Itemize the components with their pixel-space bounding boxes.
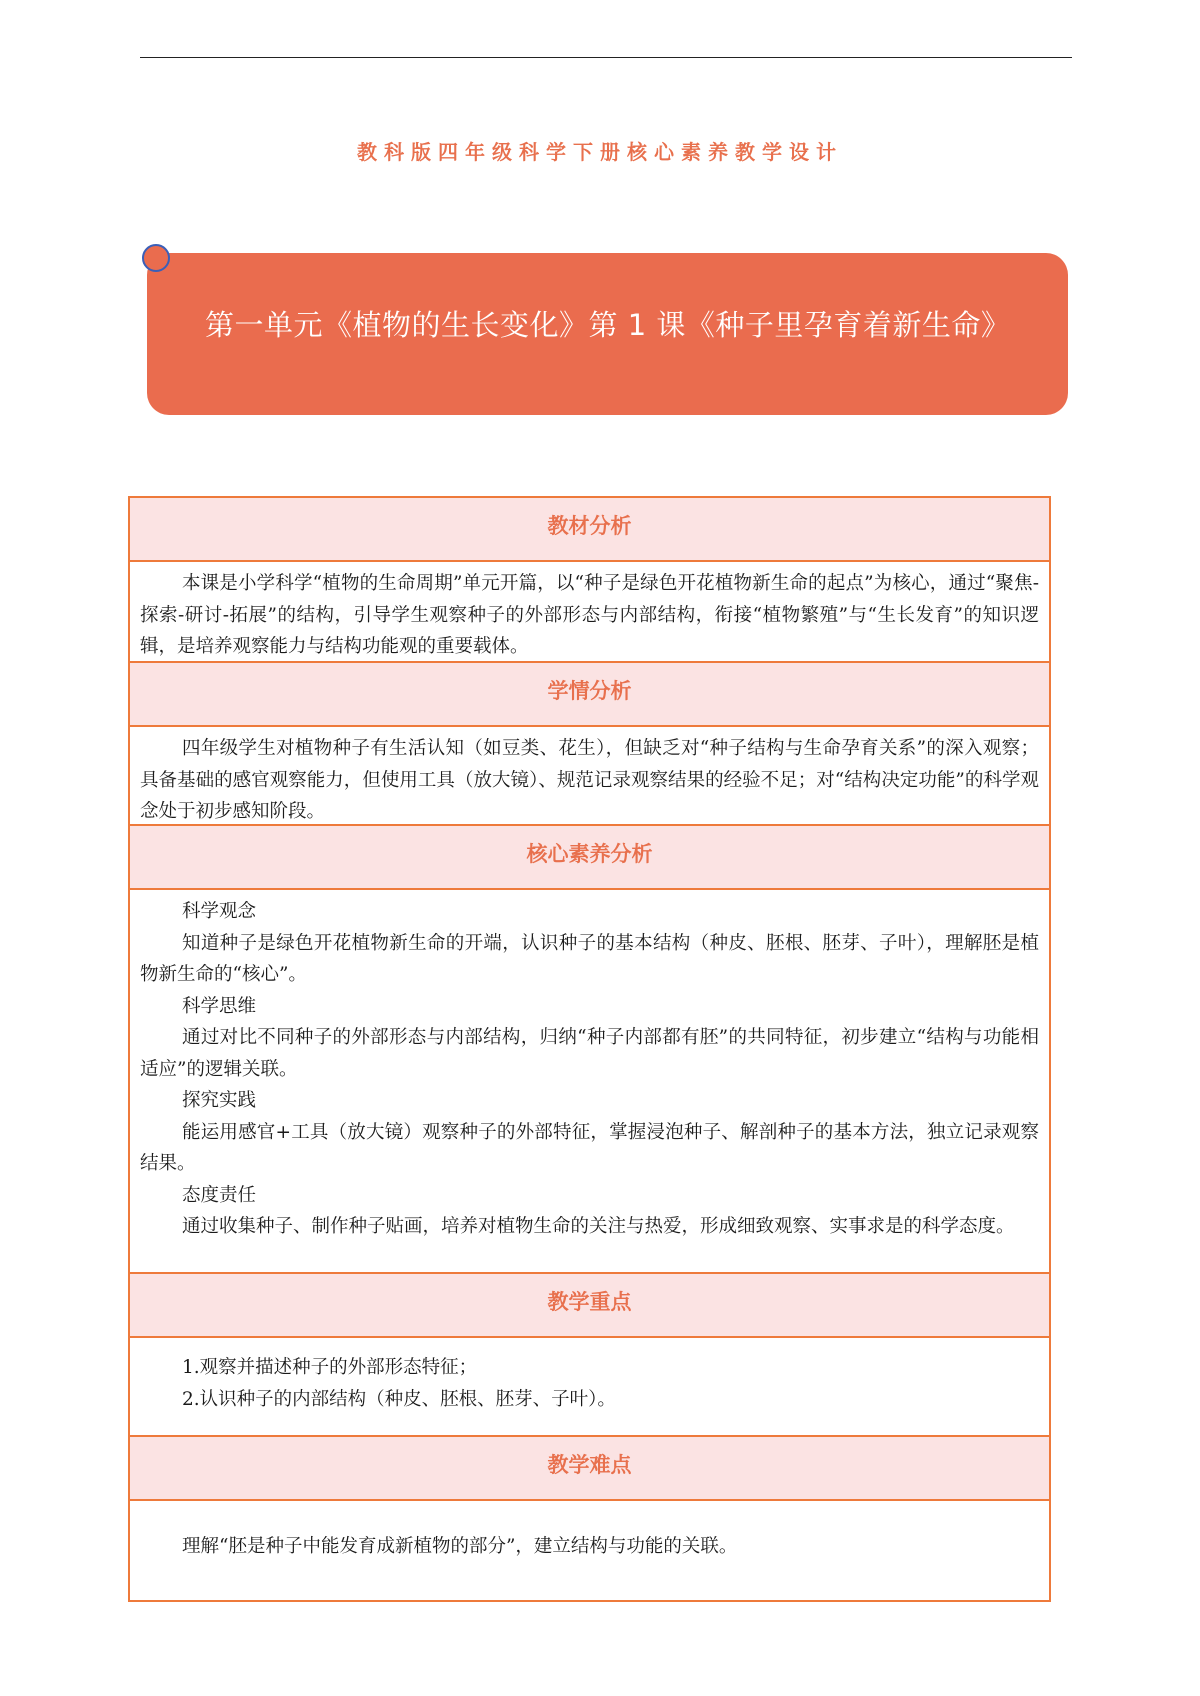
- section-heading-literacy: 核心素养分析: [130, 826, 1049, 890]
- section-body-key-points: [130, 1338, 1049, 1437]
- lesson-title: 第一单元《植物的生长变化》第 1 课《种子里孕育着新生命》: [205, 308, 1011, 342]
- literacy-item-title: 科学思维: [182, 995, 257, 1017]
- section-heading-students: 学情分析: [130, 663, 1049, 727]
- literacy-item-text: 通过收集种子、制作种子贴画，培养对植物生命的关注与热爱，形成细致观察、实事求是的科学态度。: [182, 1216, 1015, 1237]
- section-heading-key-points: 教学重点: [130, 1274, 1049, 1338]
- student-analysis-text: 四年级学生对植物种子有生活认知（如豆类、花生），但缺乏对“种子结构与生命孕育关系”的深入观察；具备基础的感官观察能力，但使用工具（放大镜）、规范记录观察结果的经验不足；对“结构决定功能”的科学观念处于初步感知阶段。: [140, 738, 1039, 822]
- document-header-title: 教科版四年级科学下册核心素养教学设计: [357, 140, 843, 164]
- literacy-item-title: 态度责任: [182, 1184, 257, 1206]
- section-body-students: [130, 727, 1049, 826]
- lesson-banner: [147, 253, 1068, 415]
- top-rule: [140, 57, 1072, 58]
- lesson-design-table: [128, 496, 1051, 1602]
- section-heading-difficulties: 教学难点: [130, 1437, 1049, 1501]
- section-body-difficulties: [130, 1501, 1049, 1600]
- circle-marker-icon: [142, 244, 170, 272]
- section-body-literacy: [130, 890, 1049, 1274]
- difficulty-text: 理解“胚是种子中能发育成新植物的部分”，建立结构与功能的关联。: [182, 1536, 738, 1557]
- literacy-item-title: 科学观念: [182, 901, 257, 922]
- section-heading-material: 教材分析: [130, 498, 1049, 562]
- literacy-item-text: 能运用感官+工具（放大镜）观察种子的外部特征，掌握浸泡种子、解剖种子的基本方法，独立记录观察结果。: [140, 1121, 1039, 1174]
- key-point-item: 1.观察并描述种子的外部形态特征；: [182, 1357, 478, 1378]
- literacy-item-text: 知道种子是绿色开花植物新生命的开端，认识种子的基本结构（种皮、胚根、胚芽、子叶），理解胚是植物新生命的“核心”。: [140, 932, 1039, 985]
- literacy-item-text: 通过对比不同种子的外部形态与内部结构，归纳“种子内部都有胚”的共同特征，初步建立“结构与功能相适应”的逻辑关联。: [140, 1027, 1039, 1080]
- key-point-item: 2.认识种子的内部结构（种皮、胚根、胚芽、子叶）。: [182, 1388, 616, 1410]
- section-body-material: [130, 562, 1049, 663]
- literacy-item-title: 探究实践: [182, 1090, 257, 1111]
- material-analysis-text: 本课是小学科学“植物的生命周期”单元开篇，以“种子是绿色开花植物新生命的起点”为核心，通过“聚焦-探索-研讨-拓展”的结构，引导学生观察种子的外部形态与内部结构，衔接“植物繁殖”与“生长发育”的知识逻辑，是培养观察能力与结构功能观的重要载体。: [140, 573, 1039, 657]
